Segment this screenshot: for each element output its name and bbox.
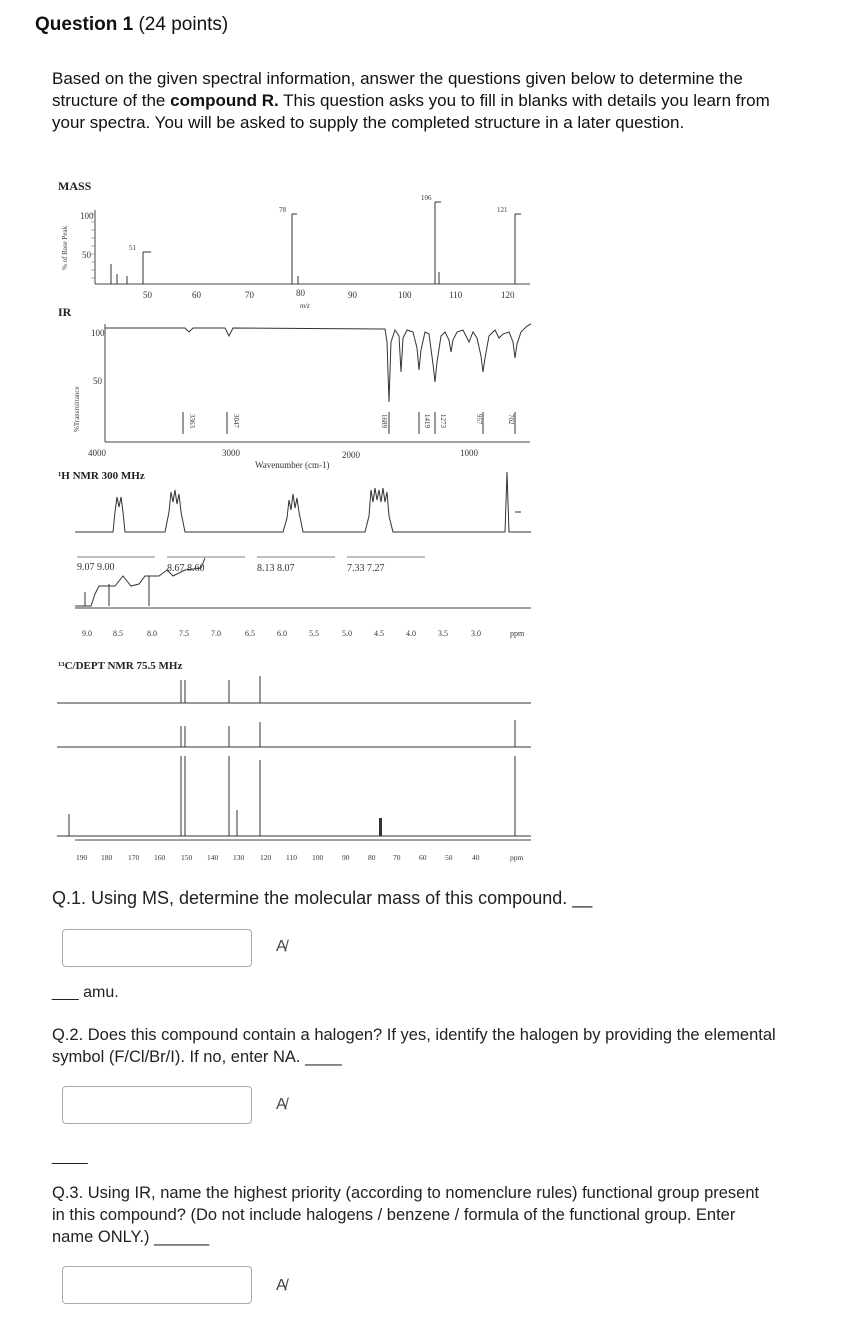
hnmr-xtick: 7.0	[211, 629, 221, 638]
q1-text: Q.1. Using MS, determine the molecular mass of this compound. __	[52, 888, 593, 908]
cnmr-xtick: ppm	[510, 853, 524, 862]
hnmr-xtick: 3.0	[471, 629, 481, 638]
hnmr-xtick: 4.5	[374, 629, 384, 638]
ir-xlabel: Wavenumber (cm-1)	[255, 460, 330, 470]
cnmr-xtick: 80	[368, 853, 376, 862]
mass-xtick: 120	[501, 290, 515, 300]
cnmr-xtick: 160	[154, 853, 166, 862]
question-number: Question 1	[35, 14, 134, 35]
spellcheck-icon[interactable]: A̸	[276, 1096, 287, 1113]
intro-compound: compound R.	[170, 91, 279, 110]
ir-label: IR	[58, 305, 72, 319]
mass-peak-label-78: 78	[279, 206, 286, 214]
mass-xtick: 80	[296, 288, 305, 298]
ir-xtick: 2000	[342, 450, 360, 460]
hnmr-range: 7.33 7.27	[347, 563, 385, 574]
ir-y100: 100	[91, 328, 105, 338]
ir-peak-1689: 1689	[380, 414, 388, 428]
cnmr-xtick: 90	[342, 853, 350, 862]
mass-y100: 100	[80, 211, 94, 221]
q1-unit: ___ amu.	[52, 984, 119, 1001]
question-title	[35, 14, 228, 36]
q2-trailing: ____	[52, 1148, 88, 1165]
hnmr-xtick: ppm	[510, 629, 525, 638]
cnmr-xtick: 70	[393, 853, 401, 862]
ir-peak-702: 702	[507, 414, 515, 425]
question-points: (24 points)	[138, 14, 229, 35]
q1-answer-input[interactable]	[62, 929, 252, 967]
hnmr-label: ¹H NMR 300 MHz	[58, 470, 145, 482]
cnmr-xtick: 170	[128, 853, 140, 862]
mass-xtick: 50	[143, 290, 152, 300]
ir-xtick: 1000	[460, 448, 478, 458]
mass-xtick: 60	[192, 290, 201, 300]
ir-peak-1273: 1273	[439, 414, 447, 428]
mass-xtick: 70	[245, 290, 254, 300]
hnmr-xtick: 3.5	[438, 629, 448, 638]
mass-xtick: 90	[348, 290, 357, 300]
mass-peak-label-121: 121	[497, 206, 508, 214]
hnmr-xtick: 8.0	[147, 629, 157, 638]
hnmr-range: 8.13 8.07	[257, 563, 295, 574]
spellcheck-icon[interactable]: A̸	[276, 1277, 287, 1294]
ir-peak-1419: 1419	[423, 414, 431, 428]
hnmr-range: 8.67 8.60	[167, 563, 205, 574]
q3-answer-input[interactable]	[62, 1266, 252, 1304]
q3-text: Q.3. Using IR, name the highest priority (according to nomenclure rules) functional group present in this compound? (Do not include halogens / benzene / formula of the functional group. Enter name ONLY.) ______	[52, 1184, 760, 1246]
ir-xtick: 4000	[88, 448, 106, 458]
cnmr-xtick: 100	[312, 853, 324, 862]
q2-blank: ____	[305, 1048, 342, 1066]
ir-peak-3363: 3363	[188, 414, 196, 428]
hnmr-xtick: 9.0	[82, 629, 92, 638]
ir-peak-3047: 3047	[232, 414, 240, 428]
cnmr-xtick: 40	[472, 853, 480, 862]
q1-blank: __	[572, 888, 593, 908]
hnmr-xtick: 6.5	[245, 629, 255, 638]
intro-text-b: This question asks you to fill in blanks with details you learn from your spectra. You will be asked to supply the completed structure in a later question.	[52, 91, 770, 132]
hnmr-xtick: 7.5	[179, 629, 189, 638]
hnmr-xtick: 5.0	[342, 629, 352, 638]
q2-answer-input[interactable]	[62, 1086, 252, 1124]
question-intro	[52, 68, 792, 134]
hnmr-xtick: 6.0	[277, 629, 287, 638]
mass-xtick: 100	[398, 290, 412, 300]
cnmr-xtick: 50	[445, 853, 453, 862]
q3-blank: ______	[154, 1228, 210, 1246]
mass-yaxis-label: % of Base Peak	[61, 225, 69, 270]
ir-yaxis-label: %Transmittance	[73, 386, 81, 432]
mass-xlabel: m/z	[300, 302, 310, 310]
spellcheck-icon[interactable]: A̸	[276, 938, 287, 955]
spectra-figure	[55, 172, 535, 872]
hnmr-xtick: 5.5	[309, 629, 319, 638]
hnmr-xtick: 4.0	[406, 629, 416, 638]
cnmr-xtick: 120	[260, 853, 272, 862]
ir-y50: 50	[93, 376, 102, 386]
cnmr-xtick: 130	[233, 853, 245, 862]
mass-peak-label-106: 106	[421, 194, 432, 202]
mass-y50: 50	[82, 250, 91, 260]
hnmr-xtick: 8.5	[113, 629, 123, 638]
cnmr-xtick: 180	[101, 853, 113, 862]
hnmr-range: 9.07 9.00	[77, 562, 115, 573]
intro-text-a: Based on the given spectral information, answer the questions given below to determine the structure of the	[52, 69, 743, 110]
mass-xtick: 110	[449, 290, 463, 300]
cnmr-xtick: 110	[286, 853, 297, 862]
q2-text: Q.2. Does this compound contain a halogen? If yes, identify the halogen by providing the elemental symbol (F/Cl/Br/I). If no, enter NA. ____	[52, 1026, 776, 1066]
cnmr-xtick: 140	[207, 853, 219, 862]
ir-peak-957: 957	[475, 414, 483, 425]
cnmr-xtick: 150	[181, 853, 193, 862]
cnmr-xtick: 60	[419, 853, 427, 862]
mass-peak-label-51: 51	[129, 244, 136, 252]
cnmr-label: ¹³C/DEPT NMR 75.5 MHz	[58, 660, 183, 672]
ir-xtick: 3000	[222, 448, 240, 458]
mass-label: MASS	[58, 179, 92, 193]
cnmr-xtick: 190	[76, 853, 88, 862]
